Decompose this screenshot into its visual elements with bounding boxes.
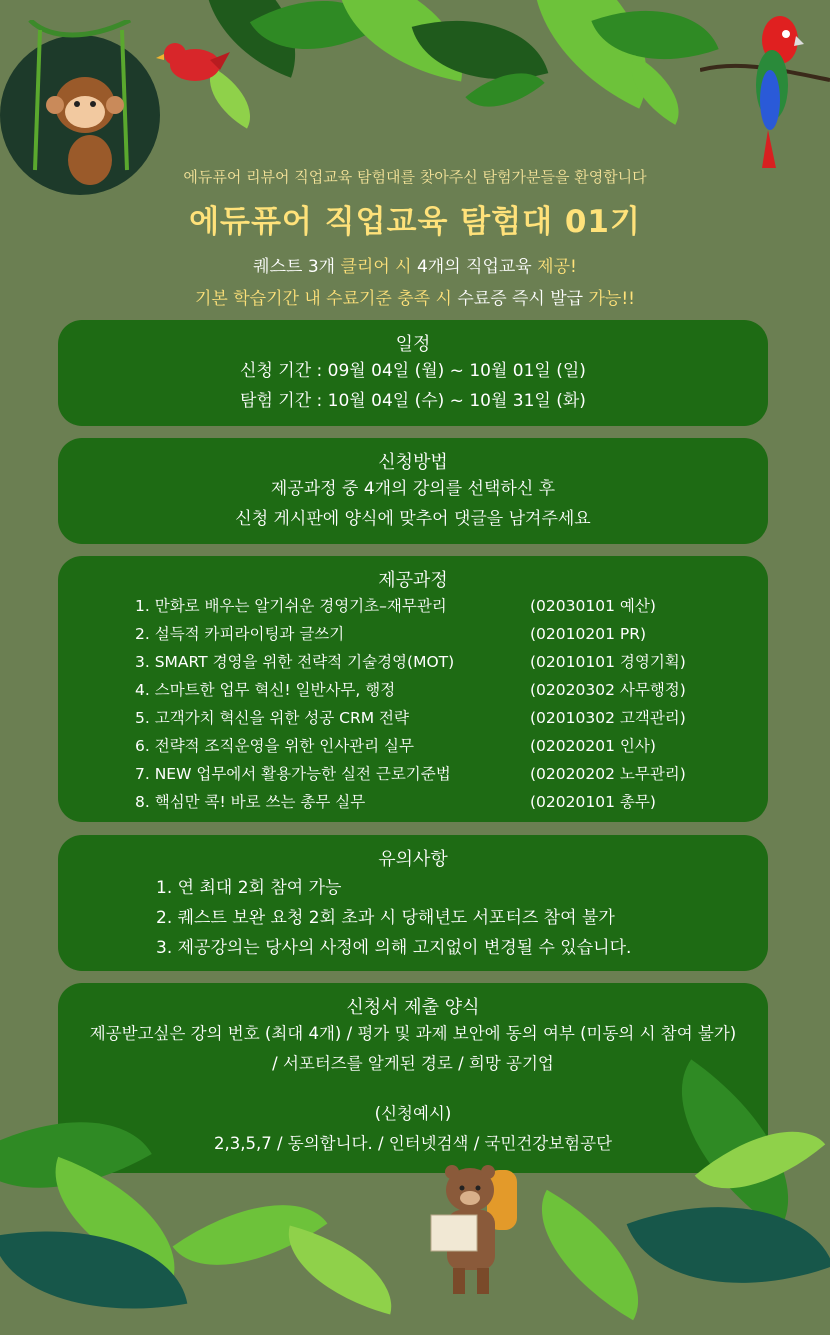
course-code: (02010101 경영기획) [530,653,686,671]
course-code: (02020202 노무관리) [530,765,686,783]
course-name: 1. 만화로 배우는 알기쉬운 경영기초–재무관리 [135,597,447,615]
bear-explorer-illustration [425,1160,535,1300]
course-code: (02010201 PR) [530,625,647,643]
course-name: 3. SMART 경영을 위한 전략적 기술경영(MOT) [135,653,455,671]
course-item [135,620,735,648]
application-period: 신청 기간 : 09월 04일 (월) ~ 10월 01일 (일) [240,361,586,381]
course-code: (02030101 예산) [530,597,656,615]
note-item: 1. 연 최대 2회 참여 가능 [156,878,342,898]
certificate-summary: 기본 학습기간 내 수료기준 충족 시 수료증 즉시 발급 가능!! [195,289,635,309]
exploration-period: 탐험 기간 : 10월 04일 (수) ~ 10월 31일 (화) [240,391,586,411]
schedule-heading: 일정 [395,334,431,355]
courses-panel [58,556,768,822]
course-item [135,788,735,816]
notes-panel [58,835,768,971]
submission-form-panel [58,983,768,1173]
application-method-panel [58,438,768,544]
course-name: 7. NEW 업무에서 활용가능한 실전 근로기준법 [135,765,451,783]
form-line-2: / 서포터즈를 알게된 경로 / 희망 공기업 [272,1054,554,1073]
method-line-2: 신청 게시판에 양식에 맞추어 댓글을 남겨주세요 [235,509,591,529]
notes-heading: 유의사항 [378,849,448,870]
notes-list [156,873,631,963]
course-name: 4. 스마트한 업무 혁신! 일반사무, 행정 [135,681,396,699]
form-line-1: 제공받고싶은 강의 번호 (최대 4개) / 평가 및 과제 보안에 동의 여부 (미동의 시 참여 불가) [89,1024,737,1043]
course-name: 8. 핵심만 콕! 바로 쓰는 총무 실무 [135,793,366,811]
course-item [135,760,735,788]
course-item [135,704,735,732]
quest-summary: 퀘스트 3개 클리어 시 4개의 직업교육 제공! [253,257,577,277]
red-bird-illustration [150,30,230,90]
form-heading: 신청서 제출 양식 [346,997,480,1018]
course-name: 5. 고객가치 혁신을 위한 성공 CRM 전략 [135,709,409,727]
method-line-1: 제공과정 중 4개의 강의를 선택하신 후 [270,479,556,499]
course-code: (02010302 고객관리) [530,709,686,727]
course-code: (02020201 인사) [530,737,656,755]
parrot-illustration [700,0,830,170]
course-item [135,648,735,676]
page-title: 에듀퓨어 직업교육 탐험대 01기 [189,204,641,240]
course-item [135,732,735,760]
example-heading: (신청예시) [374,1104,452,1123]
method-heading: 신청방법 [378,452,448,473]
schedule-panel [58,320,768,426]
course-name: 6. 전략적 조직운영을 위한 인사관리 실무 [135,737,414,755]
example-line: 2,3,5,7 / 동의합니다. / 인터넷검색 / 국민건강보험공단 [213,1134,613,1153]
course-name: 2. 설득적 카피라이팅과 글쓰기 [135,625,345,643]
course-code: (02020302 사무행정) [530,681,686,699]
course-code: (02020101 총무) [530,793,656,811]
note-item: 2. 퀘스트 보완 요청 2회 초과 시 당해년도 서포터즈 참여 불가 [156,908,615,928]
course-item [135,676,735,704]
courses-heading: 제공과정 [378,570,448,591]
note-item: 3. 제공강의는 당사의 사정에 의해 고지없이 변경될 수 있습니다. [156,938,632,958]
welcome-message: 에듀퓨어 리뷰어 직업교육 탐험대를 찾아주신 탐험가분들을 환영합니다 [183,168,647,186]
course-list [135,592,735,816]
course-item [135,592,735,620]
